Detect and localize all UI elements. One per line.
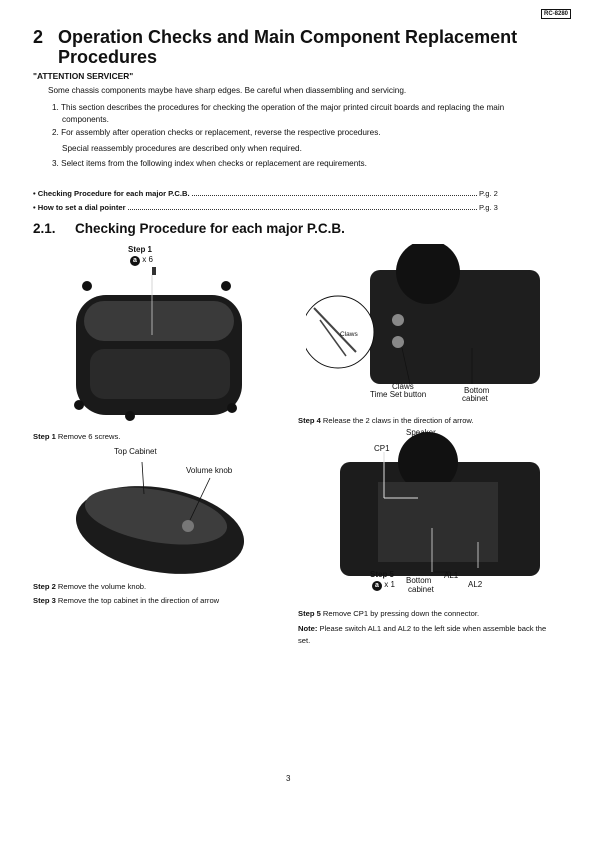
- step4-text: Release the 2 claws in the direction of arrow.: [322, 416, 474, 425]
- step5-label: Step 5: [298, 609, 321, 618]
- fig4-step-label: Step 5: [370, 570, 395, 579]
- figure-step5: [338, 428, 548, 604]
- cp1-label: CP1: [374, 444, 390, 453]
- step5-text: Remove CP1 by pressing down the connector.: [322, 609, 480, 618]
- page-number: 3: [286, 774, 291, 783]
- attention-item-1-cont: components.: [62, 115, 109, 124]
- screw-callout-icon: a: [372, 581, 382, 591]
- figure-step2-3: [60, 446, 250, 574]
- fig4-qty-text: x 1: [384, 580, 395, 589]
- claws-label: Claws: [392, 382, 414, 391]
- subsection-title: [33, 221, 345, 236]
- toc-page: P.g. 3: [479, 203, 498, 212]
- fig4-qty: [372, 580, 395, 591]
- step3-text: Remove the top cabinet in the direction of arrow: [57, 596, 220, 605]
- section-title: [33, 27, 553, 67]
- note-text: Please switch AL1 and AL2 to the left side when assemble back the set.: [298, 624, 547, 645]
- figure-step4: [306, 244, 546, 406]
- step3-caption: [33, 596, 219, 605]
- figure-step1: [60, 243, 260, 425]
- attention-heading: "ATTENTION SERVICER": [33, 71, 134, 81]
- section-title-line1: Operation Checks and Main Component Replacement: [58, 27, 518, 47]
- attention-item-2: 2. For assembly after operation checks or replacement, reverse the respective procedures.: [52, 128, 381, 137]
- toc-entry-2[interactable]: [33, 203, 509, 212]
- note-label: Note:: [298, 624, 318, 633]
- subsection-number: 2.1.: [33, 221, 56, 236]
- radio-back-photo: [306, 244, 546, 406]
- note-caption: [298, 623, 548, 647]
- step1-text: Remove 6 screws.: [57, 432, 121, 441]
- fig1-qty-text: x 6: [142, 255, 153, 264]
- bottom-label: Bottom: [464, 386, 490, 395]
- attention-item-1: 1. This section describes the procedures for checking the operation of the major printed circuit boards and replacing the main: [52, 103, 505, 112]
- toc-entry-1[interactable]: [33, 189, 509, 198]
- toc-label: • How to set a dial pointer: [33, 203, 126, 212]
- cabinet-label: cabinet: [462, 394, 488, 403]
- time-set-button-label: Time Set button: [370, 390, 427, 399]
- top-cabinet-label: Top Cabinet: [114, 447, 157, 456]
- attention-item-3: 3. Select items from the following index when checks or replacement are requirements.: [52, 159, 367, 168]
- step2-caption: [33, 582, 146, 591]
- al2-label: AL2: [468, 580, 483, 589]
- toc-label: • Checking Procedure for each major P.C.B.: [33, 189, 190, 198]
- step1-label: Step 1: [33, 432, 56, 441]
- step3-label: Step 3: [33, 596, 56, 605]
- step1-caption: [33, 432, 120, 441]
- radio-top-photo: [60, 265, 260, 425]
- step5-caption: [298, 609, 479, 618]
- model-tag: RC-8280: [541, 9, 571, 19]
- fig1-step-label: Step 1: [128, 245, 153, 254]
- speaker-label: Speaker: [406, 428, 436, 437]
- fig4-bottom-label: Bottom: [406, 576, 432, 585]
- al1-label: AL1: [444, 571, 459, 580]
- section-title-line2: Procedures: [58, 47, 158, 67]
- fig4-cabinet-label: cabinet: [408, 585, 434, 594]
- toc-page: P.g. 2: [479, 189, 498, 198]
- step4-caption: [298, 416, 474, 425]
- step2-label: Step 2: [33, 582, 56, 591]
- screw-callout-icon: a: [130, 256, 140, 266]
- step2-text: Remove the volume knob.: [57, 582, 147, 591]
- attention-item-2-cont: Special reassembly procedures are described only when required.: [62, 144, 302, 153]
- claws-inset-label: Claws: [340, 331, 358, 338]
- subsection-title-text: Checking Procedure for each major P.C.B.: [75, 221, 345, 236]
- step4-label: Step 4: [298, 416, 321, 425]
- section-number: 2: [33, 27, 44, 47]
- attention-intro: Some chassis components maybe have sharp edges. Be careful when diassembling and servicing.: [48, 86, 407, 95]
- volume-knob-label: Volume knob: [186, 466, 233, 475]
